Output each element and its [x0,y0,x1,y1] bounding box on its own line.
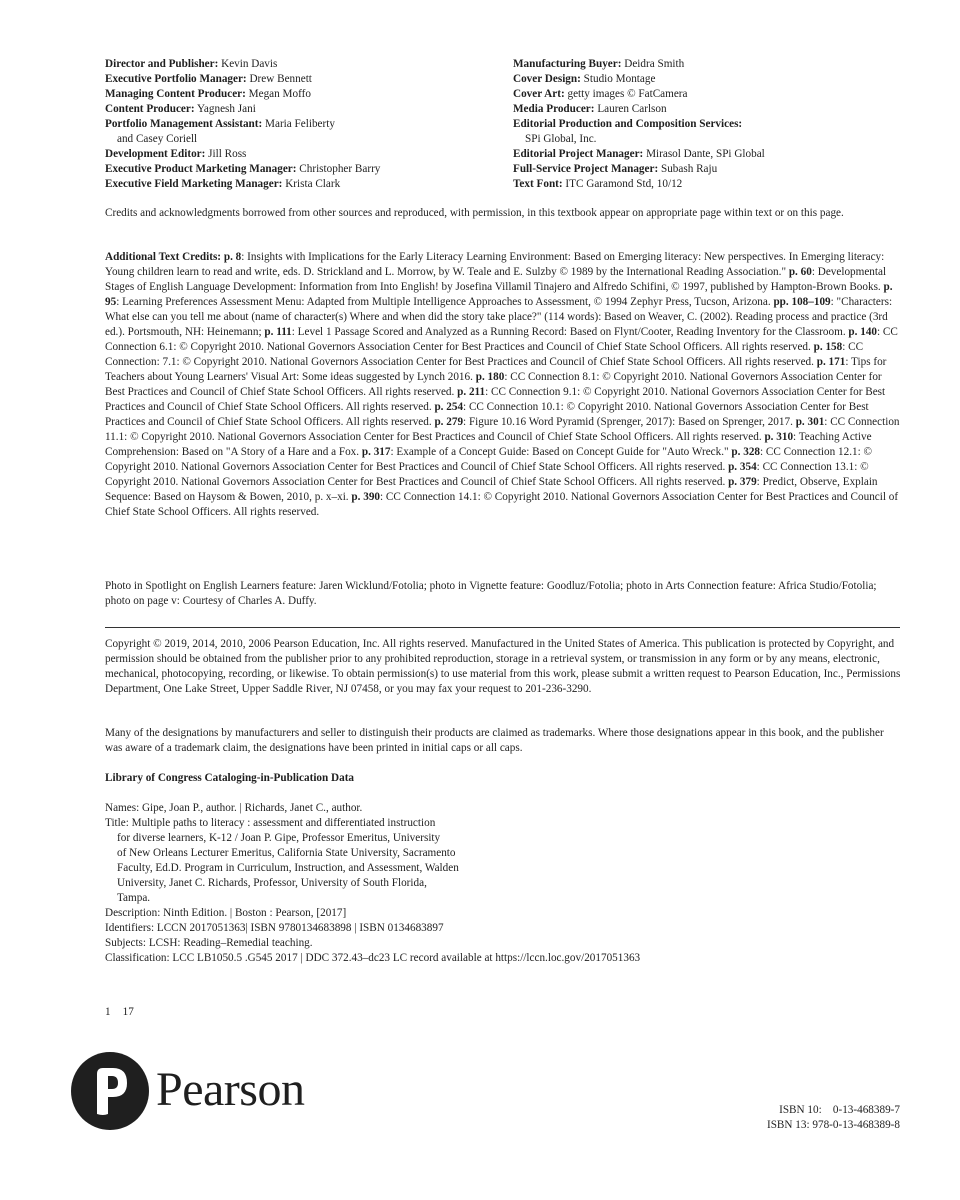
credit-line [513,87,905,102]
credit-source-text: : "Characters: What else can you tell me about (name of character(s) Where and when did the story take place?" (114 words): Based on Weaver, C. (2002). Reading process and practice (3rd ed.). Portsmouth, NH: Heinemann; [105,296,893,338]
trademark-notice [105,726,901,756]
credit-label: Executive Portfolio Manager: [105,73,247,85]
credit-page-ref: p. 317 [361,446,391,458]
credit-source-text: : CC Connection 10.1: © Copyright 2010. National Governors Association Center for Best Practices and Council of Chief State School Officers. All rights reserved. [105,401,869,428]
credit-line [105,57,513,72]
credit-source-text: : CC Connection 14.1: © Copyright 2010. National Governors Association Center for Best Practices and Council of Chief State School Officers. All rights reserved. [105,491,899,518]
credit-page-ref: p. 328 [731,446,761,458]
credit-page-ref: p. 171 [816,356,846,368]
cip-line: Subjects: LCSH: Reading–Remedial teaching. [105,937,313,949]
additional-text-credits [105,250,901,520]
credit-value: Drew Bennett [246,73,312,85]
credit-label: Text Font: [513,178,563,190]
credit-label: Managing Content Producer: [105,88,246,100]
credit-line [105,147,513,162]
credit-label: Cover Art: [513,88,565,100]
print-line [105,1005,146,1020]
cip-line: University, Janet C. Richards, Professor, University of South Florida, [117,877,427,889]
credit-source-text: : CC Connection 12.1: © Copyright 2010. National Governors Association Center for Best Practices and Council of Chief State School Officers. All rights reserved. [105,446,872,473]
credit-value: Krista Clark [282,178,341,190]
credit-line [105,117,513,132]
cip-line: Faculty, Ed.D. Program in Curriculum, Instruction, and Assessment, Walden [117,862,459,874]
credit-label: Editorial Production and Composition Services: [513,118,743,130]
production-credits [105,57,905,192]
credit-continuation: and Casey Coriell [117,133,198,145]
credit-page-ref: p. 111 [264,326,292,338]
credit-source-text: : Example of a Concept Guide: Based on Concept Guide for "Auto Wreck." [390,446,732,458]
cip-line: of New Orleans Lecturer Emeritus, California State University, Sacramento [117,847,456,859]
isbn-13 [767,1118,900,1133]
credit-page-ref: p. 140 [848,326,878,338]
acknowledgments [105,206,901,221]
credit-line [105,177,513,192]
cip-heading [105,771,901,786]
pearson-logo [70,1050,340,1132]
credit-label: Cover Design: [513,73,581,85]
credit-value: Jill Ross [205,148,247,160]
credits-left-column [105,57,513,192]
credit-value: getty images © FatCamera [564,88,688,100]
credit-source-text: : CC Connection 9.1: © Copyright 2010. National Governors Association Center for Best Practices and Council of Chief State School Officers. All rights reserved. [105,386,886,413]
credit-line [513,162,905,177]
credit-source-text: : CC Connection 11.1: © Copyright 2010. National Governors Association Center for Best Practices and Council of Chief State School Officers. All rights reserved. [105,416,900,443]
isbn-13-value: 978-0-13-468389-8 [812,1119,900,1131]
credit-page-ref: p. 8 [221,251,242,263]
credit-label: Portfolio Management Assistant: [105,118,263,130]
cip-line: Names: Gipe, Joan P., author. | Richards, Janet C., author. [105,802,363,814]
credit-source-text: : Predict, Observe, Explain Sequence: Based on Haysom & Bowen, 2010, p. x–xi. [105,476,878,503]
credit-line [105,102,513,117]
credit-line [513,117,905,132]
cip-line: for diverse learners, K-12 / Joan P. Gipe, Professor Emeritus, University [117,832,441,844]
cip-heading-text: Library of Congress Cataloging-in-Publication Data [105,772,355,784]
credit-label: Full-Service Project Manager: [513,163,659,175]
credit-page-ref: p. 254 [434,401,464,413]
additional-credits-text [105,250,901,520]
additional-credits-heading: Additional Text Credits: [105,251,222,263]
credit-source-text: : CC Connection 6.1: © Copyright 2010. National Governors Association Center for Best Practices and Council of Chief State School Officers. All rights reserved. [105,326,898,353]
acknowledgments-text: Credits and acknowledgments borrowed from other sources and reproduced, with permission, in this textbook appear on appropriate page within text or on this page. [105,207,844,219]
isbn-10-label: ISBN 10: [779,1104,822,1116]
credit-line [105,87,513,102]
credit-value: Yagnesh Jani [194,103,256,115]
credit-source-text: : Level 1 Passage Scored and Analyzed as a Running Record: Based on Flynt/Cooter, Reading Inventory for the Classroom. [291,326,849,338]
credit-line [513,177,905,192]
credit-value: Maria Feliberty [262,118,335,130]
credits-right-column [513,57,905,192]
credit-label: Manufacturing Buyer: [513,58,622,70]
isbn-block [767,1103,900,1133]
print-line-year: 17 [122,1006,134,1018]
credit-source-text: : CC Connection: 7.1: © Copyright 2010. National Governors Association Center for Best Practices and Council of Chief State School Officers. All rights reserved. [105,341,864,368]
credit-page-ref: p. 211 [457,386,486,398]
cip-line: Description: Ninth Edition. | Boston : Pearson, [2017] [105,907,347,919]
cip-line: Identifiers: LCCN 2017051363| ISBN 9780134683898 | ISBN 0134683897 [105,922,444,934]
credit-line [513,72,905,87]
credit-value: Megan Moffo [245,88,311,100]
credit-line [105,72,513,87]
credit-value: Studio Montage [580,73,656,85]
credit-label: Media Producer: [513,103,595,115]
credit-page-ref: pp. 108–109 [773,296,831,308]
credit-page-ref: p. 279 [434,416,464,428]
credit-value: Christopher Barry [296,163,381,175]
credit-source-text: : Developmental Stages of English Language Development: Information from Into English! by Josefina Villamil Tinajero and Alfredo Schifini, © 1997, published by Hampton-Brown Books. [105,266,887,293]
credit-value: ITC Garamond Std, 10/12 [562,178,683,190]
cip-line: Tampa. [117,892,151,904]
credit-value: Mirasol Dante, SPi Global [643,148,765,160]
credit-line [513,147,905,162]
isbn-13-label: ISBN 13: [766,1119,810,1131]
isbn-10 [767,1103,900,1118]
trademark-text: Many of the designations by manufacturers and seller to distinguish their products are claimed as trademarks. Where those designations appear in this book, and the publisher was aware of a trademark claim, the designations have been printed in initial caps or all caps. [105,727,884,754]
credit-page-ref: p. 379 [728,476,757,488]
credit-label: Content Producer: [105,103,195,115]
credit-value: Subash Raju [658,163,718,175]
credit-source-text: : Tips for Teachers about Young Learners' Visual Art: Some ideas suggested by Lynch 2016. [105,356,887,383]
copyright-text: Copyright © 2019, 2014, 2010, 2006 Pearson Education, Inc. All rights reserved. Manufactured in the United States of America. This publication is protected by Copyright, and permission should be obtained from the publisher prior to any prohibited reproduction, storage in a retrieval system, or transmission in any form or by any means, electronic, mechanical, photocopying, recording, or likewise. To obtain permission(s) to use material from this work, please submit a written request to Pearson Education, Inc., Permissions Department, One Lake Street, Upper Saddle River, NJ 07458, or you may fax your request to 201-236-3290. [105,638,901,695]
credit-page-ref: p. 180 [475,371,505,383]
cip-record [105,801,901,966]
credit-source-text: : Figure 10.16 Word Pyramid (Sprenger, 2017): Based on Sprenger, 2017. [463,416,796,428]
credit-value: Kevin Davis [218,58,278,70]
credit-line [513,57,905,72]
credit-page-ref: p. 354 [728,461,757,473]
credit-source-text: : CC Connection 13.1: © Copyright 2010. National Governors Association Center for Best Practices and Council of Chief State School Officers. All rights reserved. [105,461,869,488]
credit-label: Development Editor: [105,148,206,160]
credit-page-ref: p. 390 [351,491,381,503]
photo-credits-text: Photo in Spotlight on English Learners feature: Jaren Wicklund/Fotolia; photo in Vignette feature: Goodluz/Fotolia; photo in Arts Connection feature: Africa Studio/Fotolia; photo on page v: Courtesy of Charles A. Duffy. [105,580,877,607]
credit-label: Executive Product Marketing Manager: [105,163,297,175]
cip-line: Classification: LCC LB1050.5 .G545 2017 | DDC 372.43–dc23 LC record available at https://lccn.loc.gov/2017051363 [105,952,641,964]
credit-value: Deidra Smith [621,58,685,70]
credit-source-text: : Insights with Implications for the Early Literacy Learning Environment: Based on Emerging literacy: New perspectives. In Emerging literacy: Young children learn to read and write, eds. D. Strickland and L. Morrow, by W. Teale and E. Sulzby © 1989 by the International Reading Association." [105,251,885,278]
credit-source-text: : Teaching Active Comprehension: Based on "A Story of a Hare and a Fox. [105,431,872,458]
photo-credits [105,579,901,609]
credit-page-ref: p. 95 [105,281,893,308]
credit-label: Editorial Project Manager: [513,148,644,160]
print-line-number: 1 [105,1006,111,1018]
credit-value: Lauren Carlson [594,103,667,115]
credit-line [513,102,905,117]
credit-page-ref: p. 310 [764,431,794,443]
credit-source-text: : CC Connection 8.1: © Copyright 2010. National Governors Association Center for Best Practices and Council of Chief State School Officers. All rights reserved. [105,371,882,398]
credit-label: Executive Field Marketing Manager: [105,178,283,190]
copyright-notice [105,637,901,697]
isbn-10-value: 0-13-468389-7 [832,1104,900,1116]
credit-page-ref: p. 301 [795,416,825,428]
credit-page-ref: p. 158 [813,341,843,353]
credit-source-text: : Learning Preferences Assessment Menu: Adapted from Multiple Intelligence Approaches to Assessment, © 1994 Zephyr Press, Tucson, Arizona. [116,296,774,308]
credit-page-ref: p. 60 [788,266,812,278]
cip-line: Title: Multiple paths to literacy : assessment and differentiated instruction [105,817,436,829]
credit-line [105,162,513,177]
divider [105,627,900,628]
pearson-wordmark: Pearson [156,1063,305,1116]
credit-continuation: SPi Global, Inc. [525,133,597,145]
credit-label: Director and Publisher: [105,58,219,70]
